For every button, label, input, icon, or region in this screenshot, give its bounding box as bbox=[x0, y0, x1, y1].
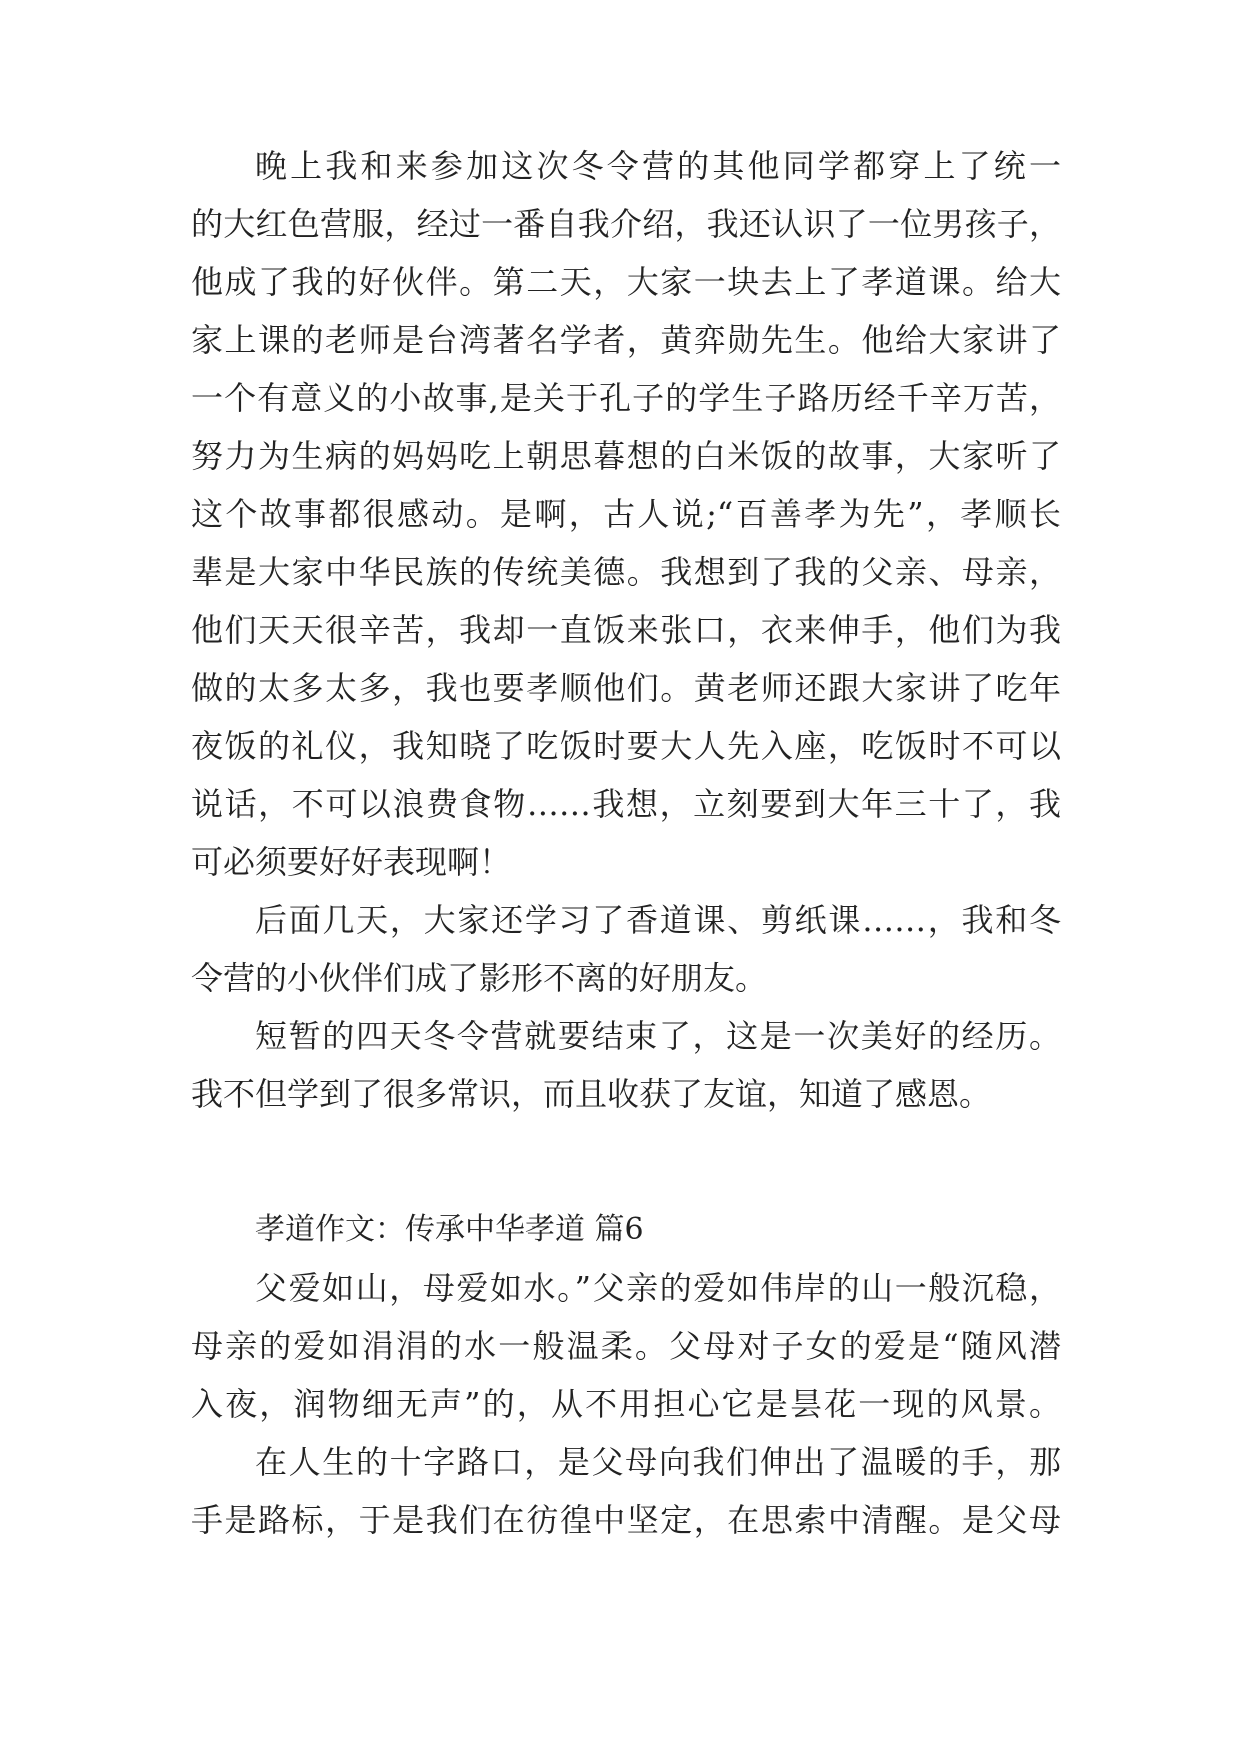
paragraph-winter-camp bbox=[191, 137, 1061, 891]
paragraph-camp-ending bbox=[191, 1007, 1061, 1123]
text-line: 这个故事都很感动。是啊，古人说;“百善孝为先”，孝顺长 bbox=[191, 495, 1061, 533]
text-line: 他们天天很辛苦，我却一直饭来张口，衣来伸手，他们为我 bbox=[191, 611, 1061, 649]
text-line: 令营的小伙伴们成了影形不离的好朋友。 bbox=[191, 959, 768, 997]
text-line: 夜饭的礼仪，我知晓了吃饭时要大人先入座，吃饭时不可以 bbox=[191, 727, 1061, 765]
text-line: 短暂的四天冬令营就要结束了，这是一次美好的经历。 bbox=[255, 1017, 1061, 1055]
text-line: 后面几天，大家还学习了香道课、剪纸课……，我和冬 bbox=[255, 901, 1061, 939]
text-line: 晚上我和来参加这次冬令营的其他同学都穿上了统一 bbox=[255, 147, 1061, 185]
paragraph-parents-love bbox=[191, 1259, 1061, 1433]
text-line: 可必须要好好表现啊！ bbox=[191, 843, 512, 881]
text-line: 手是路标，于是我们在彷徨中坚定，在思索中清醒。是父母 bbox=[191, 1501, 1061, 1539]
text-line: 做的太多太多，我也要孝顺他们。黄老师还跟大家讲了吃年 bbox=[191, 669, 1061, 707]
text-line: 努力为生病的妈妈吃上朝思暮想的白米饭的故事，大家听了 bbox=[191, 437, 1061, 475]
text-line: 辈是大家中华民族的传统美德。我想到了我的父亲、母亲， bbox=[191, 553, 1061, 591]
text-line: 家上课的老师是台湾著名学者，黄弈勋先生。他给大家讲了 bbox=[191, 321, 1061, 359]
text-line: 母亲的爱如涓涓的水一般温柔。父母对子女的爱是“随风潜 bbox=[191, 1327, 1061, 1365]
text-line: 说话，不可以浪费食物……我想，立刻要到大年三十了，我 bbox=[191, 785, 1061, 823]
text-line: 在人生的十字路口，是父母向我们伸出了温暖的手，那 bbox=[255, 1443, 1061, 1481]
text-line: 他成了我的好伙伴。第二天，大家一块去上了孝道课。给大 bbox=[191, 263, 1061, 301]
text-line: 的大红色营服，经过一番自我介绍，我还认识了一位男孩子， bbox=[191, 205, 1061, 243]
text-line: 父爱如山，母爱如水。”父亲的爱如伟岸的山一般沉稳， bbox=[255, 1269, 1061, 1307]
essay-heading: 孝道作文：传承中华孝道 篇6 bbox=[255, 1212, 644, 1247]
text-line: 我不但学到了很多常识，而且收获了友谊，知道了感恩。 bbox=[191, 1075, 992, 1113]
paragraph-later-days bbox=[191, 891, 1061, 1007]
text-line: 入夜，润物细无声”的，从不用担心它是昙花一现的风景。 bbox=[191, 1385, 1061, 1423]
text-line: 一个有意义的小故事,是关于孔子的学生子路历经千辛万苦， bbox=[191, 379, 1061, 417]
paragraph-crossroads bbox=[191, 1433, 1061, 1549]
